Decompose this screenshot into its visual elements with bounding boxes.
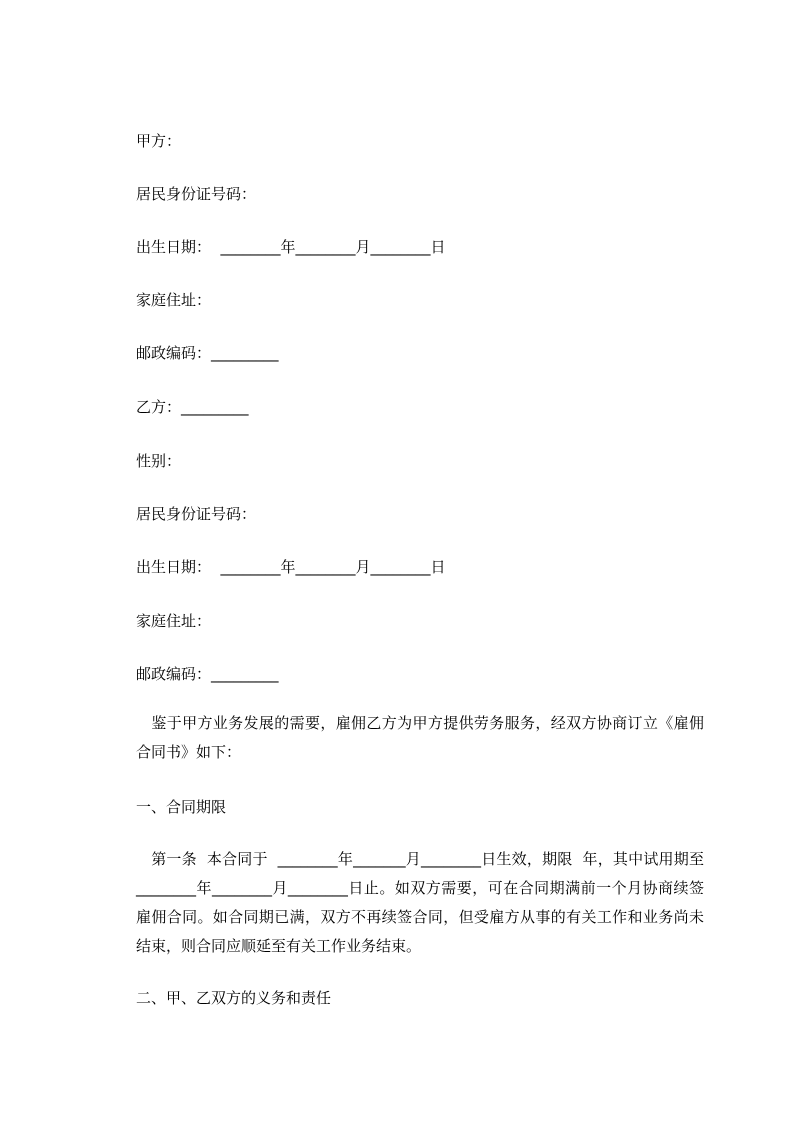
party-a-id-number: 居民身份证号码： bbox=[136, 185, 257, 203]
section-2-title: 二、甲、乙双方的义务和责任 bbox=[136, 989, 332, 1007]
party-a-birth-date: 出生日期： ________年________月________日 bbox=[136, 238, 446, 256]
article-1-paragraph bbox=[136, 845, 714, 961]
party-b-gender: 性别： bbox=[136, 452, 182, 470]
party-b-birth-date: 出生日期： ________年________月________日 bbox=[136, 558, 446, 576]
article-1-text: 第一条 本合同于 ________年_______月________日生效，期限 年，其中试用期至 ________年________月________日止。如双方需要，可在合同期满前一个月协商续签雇佣合同。如合同期已满，双方不再续签合同，但受雇方从事的有关工作和业务尚未结束，则合同应顺延至有关工作业务结束。 bbox=[136, 850, 714, 955]
party-b-id-number: 居民身份证号码： bbox=[136, 505, 257, 523]
section-1-title: 一、合同期限 bbox=[136, 798, 227, 816]
preamble-paragraph bbox=[136, 709, 704, 767]
party-a-postal-code: 邮政编码：_________ bbox=[136, 344, 279, 362]
party-b-address: 家庭住址： bbox=[136, 612, 212, 630]
party-b-label: 乙方：_________ bbox=[136, 398, 249, 416]
party-a-label: 甲方： bbox=[136, 132, 182, 150]
party-a-address: 家庭住址： bbox=[136, 291, 212, 309]
party-b-postal-code: 邮政编码：_________ bbox=[136, 665, 279, 683]
preamble-text: 鉴于甲方业务发展的需要，雇佣乙方为甲方提供劳务服务，经双方协商订立《雇佣合同书》如下： bbox=[136, 714, 704, 761]
